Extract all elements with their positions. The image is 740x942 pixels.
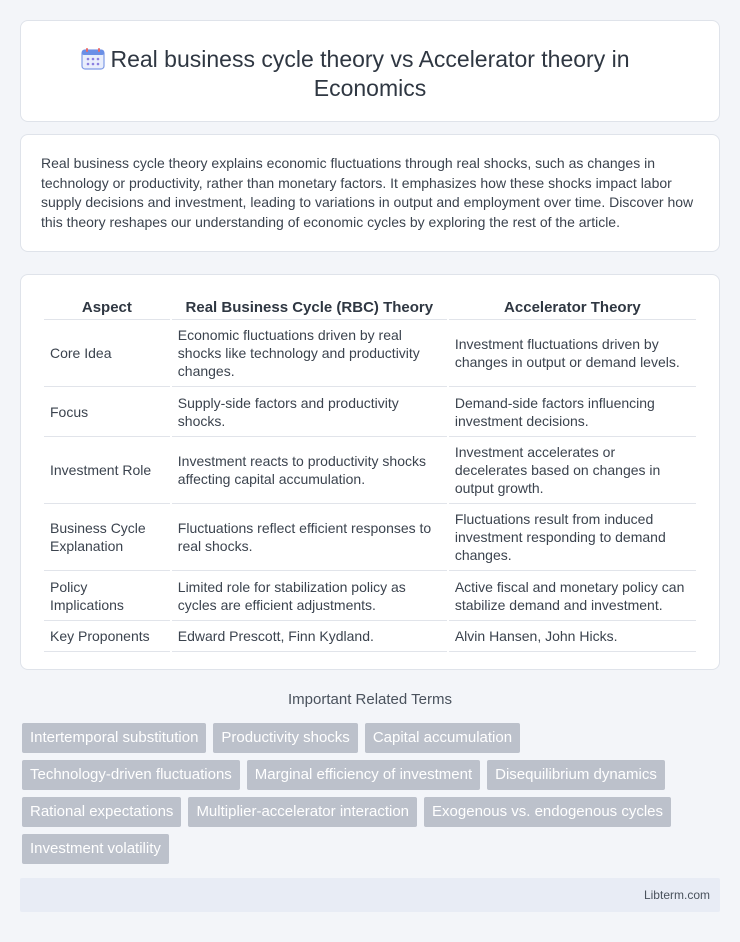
comparison-table	[42, 293, 698, 652]
cell-accelerator: Alvin Hansen, John Hicks.	[449, 621, 696, 652]
cell-rbc: Fluctuations reflect efficient responses to real shocks.	[172, 504, 447, 571]
table-row	[44, 320, 696, 387]
cell-rbc: Limited role for stabilization policy as cycles are efficient adjustments.	[172, 571, 447, 621]
related-term-tag[interactable]: Productivity shocks	[213, 723, 357, 753]
cell-aspect: Focus	[44, 387, 170, 437]
related-terms-title: Important Related Terms	[288, 691, 452, 708]
table-row	[44, 437, 696, 504]
table-row	[44, 571, 696, 621]
cell-rbc: Supply-side factors and productivity shocks.	[172, 387, 447, 437]
related-term-tag[interactable]: Disequilibrium dynamics	[487, 760, 665, 790]
related-term-tag[interactable]: Technology-driven fluctuations	[22, 760, 240, 790]
header-rbc: Real Business Cycle (RBC) Theory	[172, 293, 447, 320]
related-term-tag[interactable]: Marginal efficiency of investment	[247, 760, 480, 790]
related-term-tag[interactable]: Multiplier-accelerator interaction	[188, 797, 417, 827]
related-term-tag[interactable]: Intertemporal substitution	[22, 723, 206, 753]
cell-accelerator: Fluctuations result from induced investment responding to demand changes.	[449, 504, 696, 571]
cell-accelerator: Investment accelerates or decelerates based on changes in output growth.	[449, 437, 696, 504]
cell-aspect: Policy Implications	[44, 571, 170, 621]
cell-rbc: Investment reacts to productivity shocks affecting capital accumulation.	[172, 437, 447, 504]
cell-accelerator: Active fiscal and monetary policy can stabilize demand and investment.	[449, 571, 696, 621]
table-row	[44, 621, 696, 652]
page-title: Real business cycle theory vs Accelerator theory in Economics	[110, 46, 630, 101]
table-row	[44, 504, 696, 571]
related-term-tag[interactable]: Investment volatility	[22, 834, 169, 864]
related-term-tag[interactable]: Rational expectations	[22, 797, 181, 827]
cell-rbc: Edward Prescott, Finn Kydland.	[172, 621, 447, 652]
related-terms-list	[22, 723, 722, 864]
comparison-table-card	[20, 274, 720, 670]
intro-text: Real business cycle theory explains economic fluctuations through real shocks, such as changes in technology or productivity, rather than monetary factors. It emphasizes how these shocks impact labor supply decisions and investment, leading to variations in output and employment over time. Discover how this theory reshapes our understanding of economic cycles by exploring the rest of the article.	[41, 155, 694, 230]
cell-rbc: Economic fluctuations driven by real shocks like technology and productivity changes.	[172, 320, 447, 387]
cell-aspect: Core Idea	[44, 320, 170, 387]
cell-accelerator: Demand-side factors influencing investment decisions.	[449, 387, 696, 437]
footer	[20, 878, 720, 912]
table-row	[44, 387, 696, 437]
header-card	[20, 20, 720, 122]
table-header-row	[44, 293, 696, 320]
related-term-tag[interactable]: Capital accumulation	[365, 723, 520, 753]
related-term-tag[interactable]: Exogenous vs. endogenous cycles	[424, 797, 671, 827]
cell-aspect: Key Proponents	[44, 621, 170, 652]
header-aspect: Aspect	[44, 293, 170, 320]
footer-site-link[interactable]: Libterm.com	[643, 888, 710, 902]
cell-aspect: Investment Role	[44, 437, 170, 504]
cell-aspect: Business Cycle Explanation	[44, 504, 170, 571]
cell-accelerator: Investment fluctuations driven by changes in output or demand levels.	[449, 320, 696, 387]
intro-card	[20, 134, 720, 252]
header-accelerator: Accelerator Theory	[449, 293, 696, 320]
